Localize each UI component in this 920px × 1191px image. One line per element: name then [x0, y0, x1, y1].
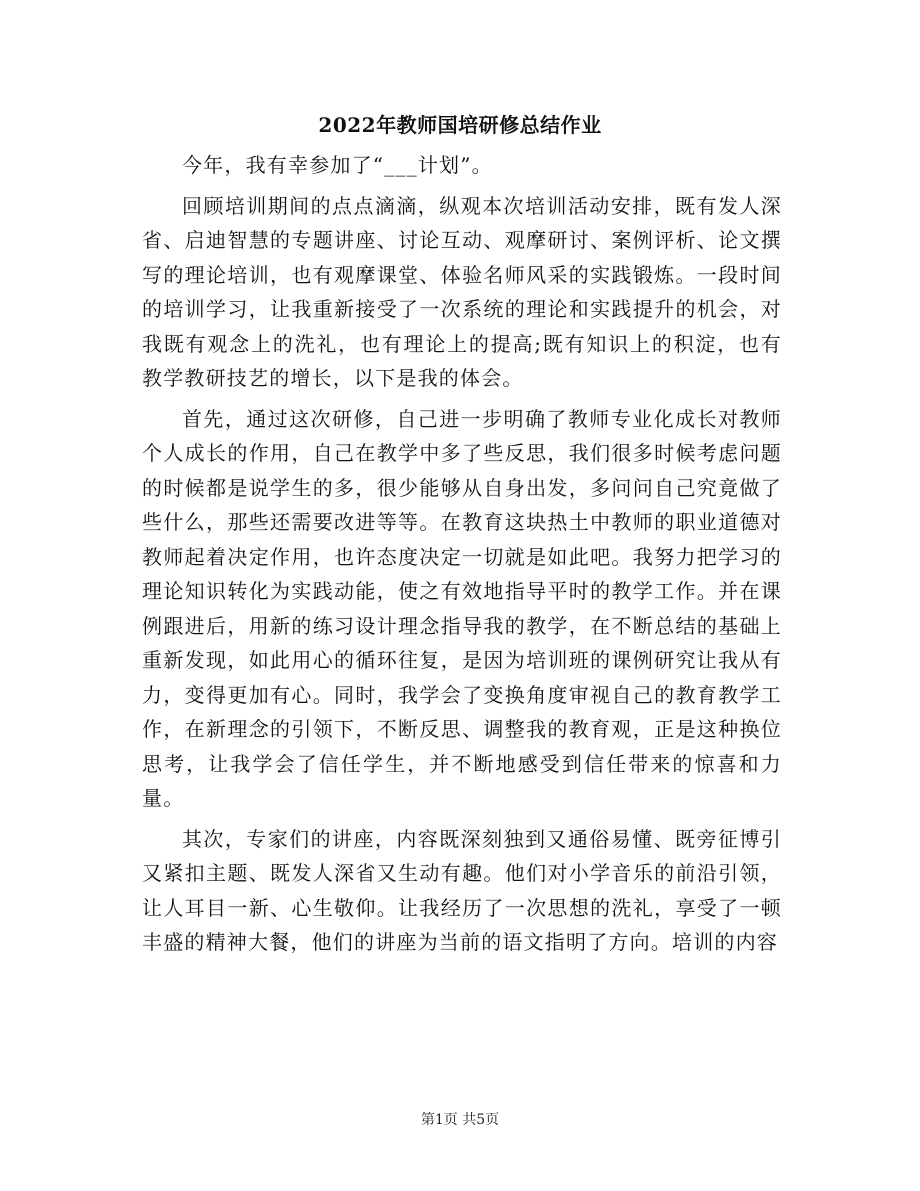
- paragraph-review: 回顾培训期间的点点滴滴，纵观本次培训活动安排，既有发人深省、启迪智慧的专题讲座、讨论互动、观摩研讨、案例评析、论文撰写的理论培训，也有观摩课堂、体验名师风采的实践锻炼。一段时间的培训学习，让我重新接受了一次系统的理论和实践提升的机会，对我既有观念上的洗礼，也有理论上的提高;既有知识上的积淀，也有教学教研技艺的增长，以下是我的体会。: [142, 193, 782, 390]
- paragraph-intro: 今年，我有幸参加了“___计划”。: [182, 153, 493, 177]
- page-number: 第1页 共5页: [420, 1112, 500, 1128]
- paragraph-first: 首先，通过这次研修，自己进一步明确了教师专业化成长对教师个人成长的作用，自己在教学中多了些反思，我们很多时候考虑问题的时候都是说学生的多，很少能够从自身出发，多问问自己究竟做了些什么，那些还需要改进等等。在教育这块热土中教师的职业道德对教师起着决定作用，也许态度决定一切就是如此吧。我努力把学习的理论知识转化为实践动能，使之有效地指导平时的教学工作。并在课例跟进后，用新的练习设计理念指导我的教学，在不断总结的基础上重新发现，如此用心的循环往复，是因为培训班的课例研究让我从有力，变得更加有心。同时，我学会了变换角度审视自己的教育教学工作，在新理念的引领下，不断反思、调整我的教育观，正是这种换位思考，让我学会了信任学生，并不断地感受到信任带来的惊喜和力量。: [142, 406, 782, 810]
- document-title: 2022年教师国培研修总结作业: [318, 113, 602, 137]
- document-body: [142, 148, 782, 960]
- paragraph-second: 其次，专家们的讲座，内容既深刻独到又通俗易懂、既旁征博引又紧扣主题、既发人深省又生动有趣。他们对小学音乐的前沿引领，让人耳目一新、心生敬仰。让我经历了一次思想的洗礼，享受了一顿丰盛的精神大餐，他们的讲座为当前的语文指明了方向。培训的内容: [142, 826, 782, 954]
